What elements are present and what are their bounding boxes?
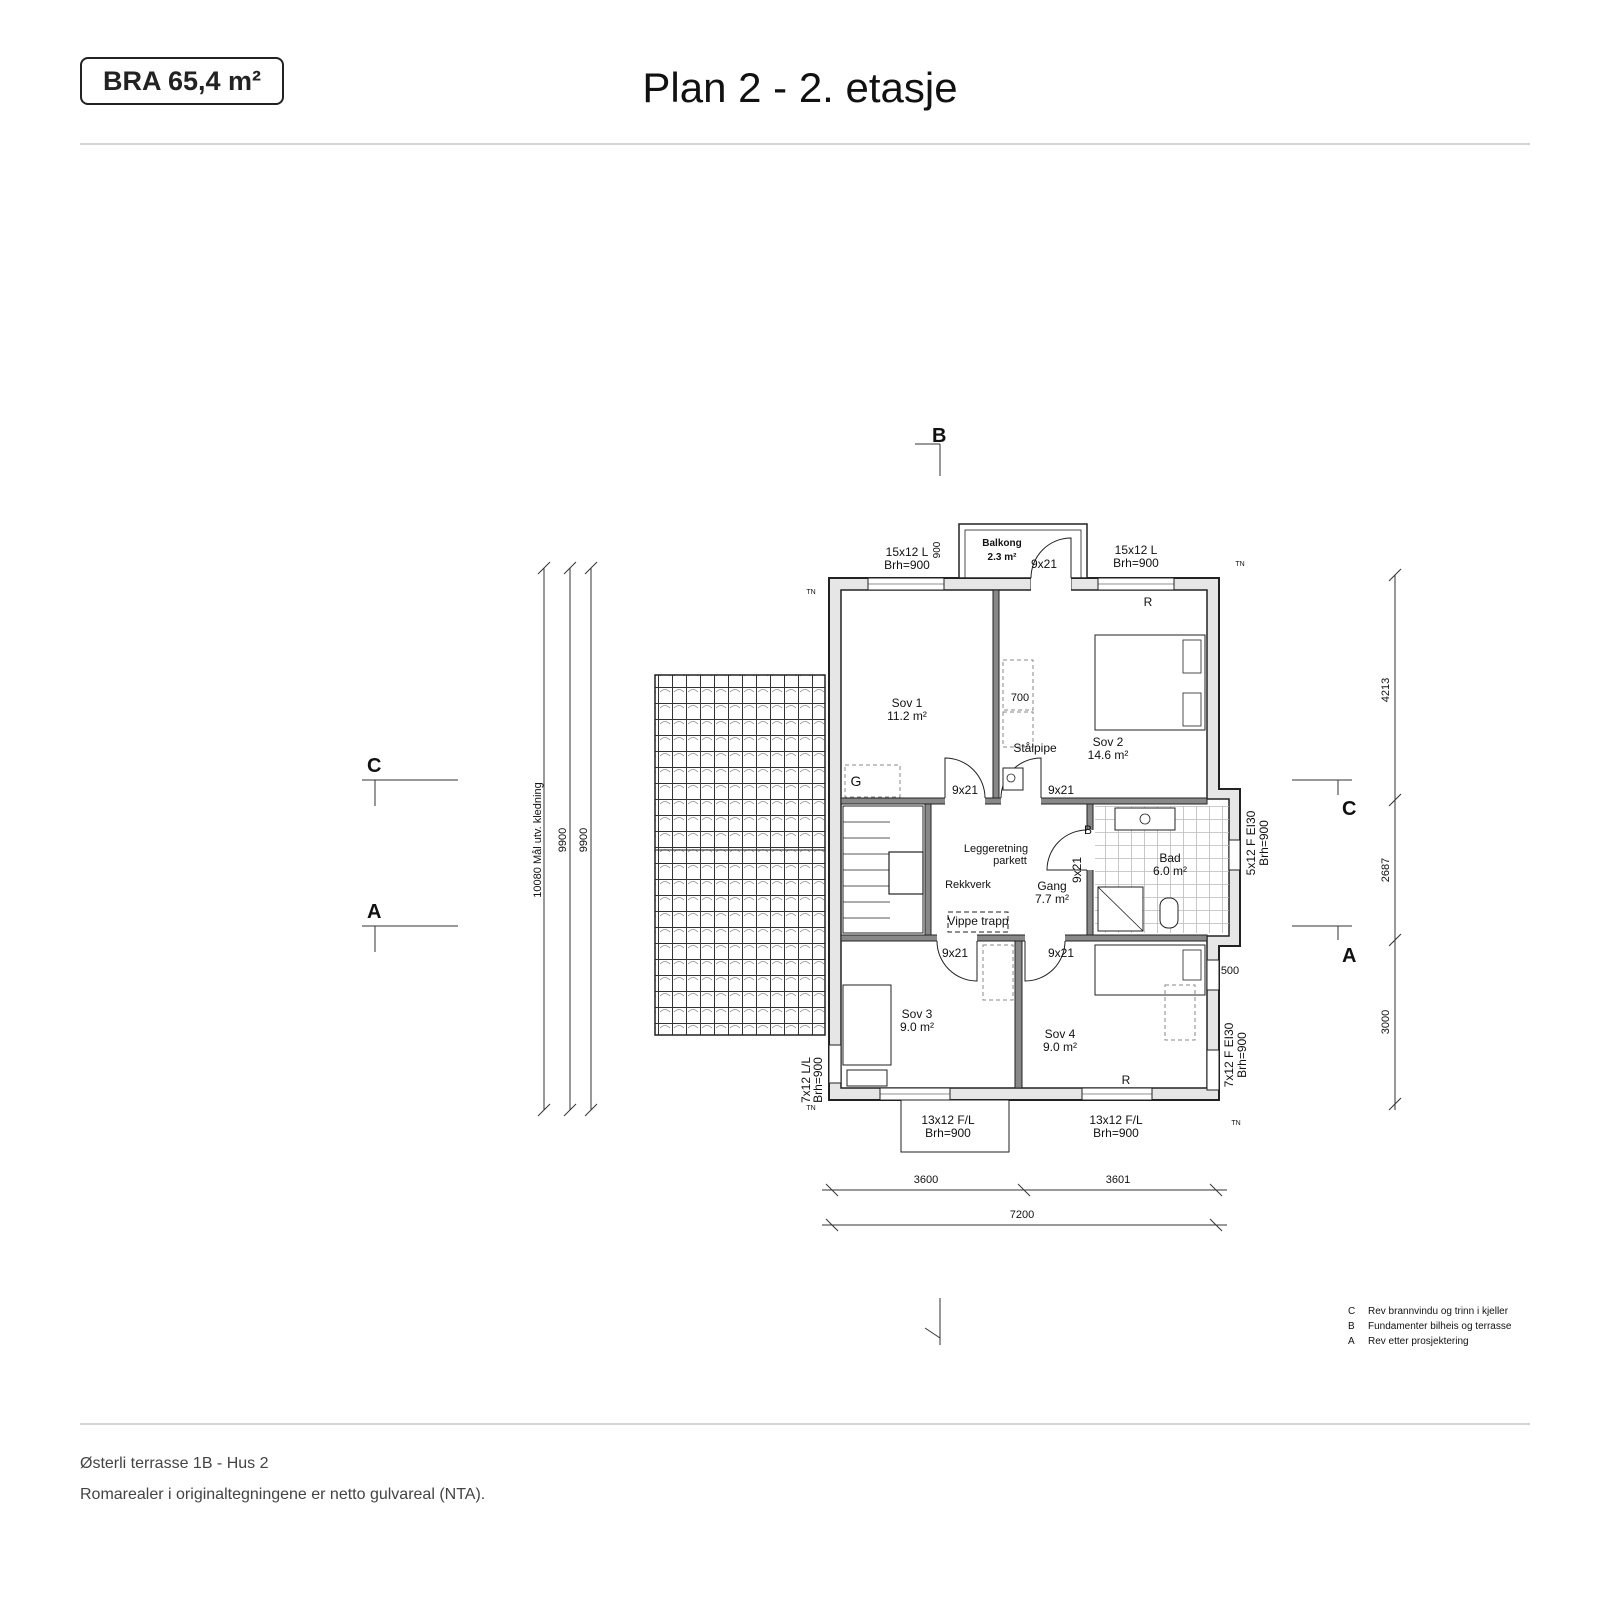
section-a-right: A xyxy=(1342,945,1357,967)
door-sov2-label: 9x21 xyxy=(1047,783,1075,797)
room-sov1-area: 11.2 m² xyxy=(887,709,927,723)
room-sov3-name: Sov 3 xyxy=(901,1007,933,1021)
area-badge: BRA 65,4 m² xyxy=(80,57,284,105)
dim-900-label: 900 xyxy=(932,541,943,559)
footer-divider xyxy=(80,1423,1530,1425)
tn-mark-bl: TN xyxy=(806,1105,816,1112)
section-c-right: C xyxy=(1342,798,1357,820)
revision-b-text: Fundamenter bilheis og terrasse xyxy=(1368,1321,1512,1332)
r-top-label: R xyxy=(1143,595,1153,609)
g-mark-1: G xyxy=(850,773,862,789)
revision-a-code: A xyxy=(1348,1336,1355,1347)
revision-c-code: C xyxy=(1348,1306,1356,1317)
stalpipe-label: Stålpipe xyxy=(1013,741,1057,755)
balcony xyxy=(959,524,1087,578)
leggeretning-label: Leggeretning xyxy=(963,843,1029,855)
door-sov1-label: 9x21 xyxy=(951,783,979,797)
tn-mark-tr: TN xyxy=(1235,561,1245,568)
room-sov4-area: 9.0 m² xyxy=(1042,1040,1078,1054)
window-top-left-label: 15x12 L xyxy=(885,545,929,559)
window-left-lower-label: 7x12 L/L xyxy=(799,1056,813,1104)
vippe-trapp-label: Vippe trapp xyxy=(947,914,1009,928)
room-balkong-area: 2.3 m² xyxy=(987,552,1017,563)
parkett-label: parkett xyxy=(993,855,1027,867)
dim-right-2: 2687 xyxy=(1380,857,1392,883)
door-balkong-label: 9x21 xyxy=(1030,557,1058,571)
dim-left-1: 10080 Mål utv. kledning xyxy=(532,782,544,898)
window-right-upper-label: 5x12 F EI30 xyxy=(1244,810,1258,876)
section-c-left: C xyxy=(367,755,382,777)
window-top-left-brh: Brh=900 xyxy=(884,558,930,572)
room-bad-area: 6.0 m² xyxy=(1152,864,1188,878)
dim-left-2: 9900 xyxy=(557,827,569,853)
dim-bottom-total: 7200 xyxy=(1009,1209,1035,1221)
revision-c-text: Rev brannvindu og trinn i kjeller xyxy=(1368,1306,1509,1317)
room-bad-name: Bad xyxy=(1159,851,1181,865)
dim-right-3: 3000 xyxy=(1380,1009,1392,1035)
window-bottom-right-brh: Brh=900 xyxy=(1093,1126,1139,1140)
dim-500-label: 500 xyxy=(1220,965,1240,977)
section-a-left: A xyxy=(367,901,382,923)
window-right-upper-brh: Brh=900 xyxy=(1257,820,1271,866)
page-title: Plan 2 - 2. etasje xyxy=(642,64,958,111)
door-sov4-label: 9x21 xyxy=(1047,946,1075,960)
window-right-lower-brh: Brh=900 xyxy=(1235,1032,1249,1078)
room-gang-name: Gang xyxy=(1037,879,1067,893)
room-sov4-name: Sov 4 xyxy=(1044,1027,1076,1041)
dim-bottom-2: 3601 xyxy=(1105,1174,1131,1186)
revision-b-code: B xyxy=(1348,1321,1355,1332)
footer-project: Østerli terrasse 1B - Hus 2 xyxy=(80,1455,269,1472)
window-top-right-brh: Brh=900 xyxy=(1113,556,1159,570)
window-bottom-right-label: 13x12 F/L xyxy=(1089,1113,1143,1127)
door-bad-label: 9x21 xyxy=(1070,856,1084,884)
room-balkong-name: Balkong xyxy=(982,538,1022,549)
dim-700-label: 700 xyxy=(1010,692,1030,704)
roof-tiles xyxy=(655,675,825,1035)
revision-a-text: Rev etter prosjektering xyxy=(1368,1336,1469,1347)
window-bottom-left-label: 13x12 F/L xyxy=(921,1113,975,1127)
r-bottom-label: R xyxy=(1121,1073,1131,1087)
tn-mark-tl: TN xyxy=(806,589,816,596)
tn-mark-br: TN xyxy=(1231,1120,1241,1127)
footer-note: Romarealer i originaltegningene er netto gulvareal (NTA). xyxy=(80,1486,486,1503)
door-sov3-label: 9x21 xyxy=(941,946,969,960)
room-gang-area: 7.7 m² xyxy=(1034,892,1070,906)
dim-bottom-1: 3600 xyxy=(913,1174,939,1186)
section-b-top: B xyxy=(932,425,947,447)
window-top-right-label: 15x12 L xyxy=(1114,543,1158,557)
room-sov3-area: 9.0 m² xyxy=(899,1020,935,1034)
window-right-lower-label: 7x12 F EI30 xyxy=(1222,1022,1236,1088)
room-sov2-name: Sov 2 xyxy=(1092,735,1124,749)
room-sov2-area: 14.6 m² xyxy=(1087,748,1129,762)
room-sov1-name: Sov 1 xyxy=(891,696,923,710)
window-left-lower-brh: Brh=900 xyxy=(811,1057,825,1103)
rekkverk-label: Rekkverk xyxy=(945,879,991,891)
dim-left-3: 9900 xyxy=(578,827,590,853)
dim-right-1: 4213 xyxy=(1380,677,1392,703)
b-mark-label: B xyxy=(1083,823,1093,837)
window-bottom-left-brh: Brh=900 xyxy=(925,1126,971,1140)
